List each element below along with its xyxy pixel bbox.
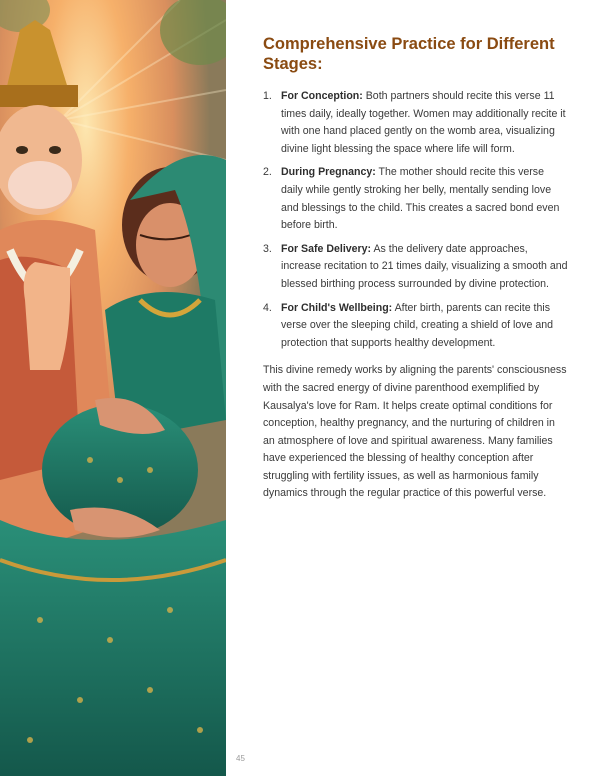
stage-title: For Safe Delivery: (281, 242, 372, 255)
section-heading: Comprehensive Practice for Different Stages: (263, 35, 555, 73)
stage-text: As the delivery date approaches, increase recitation to 21 times daily, visualizing a smooth and blessed birthing process surrounded by divine protection. (281, 242, 568, 290)
list-number: 4. (263, 301, 272, 314)
main-content (263, 34, 568, 503)
stage-title: During Pregnancy: (281, 166, 376, 179)
hanuman-and-pregnant-woman-painting (0, 0, 226, 776)
list-number: 3. (263, 242, 272, 255)
stage-title: For Child's Wellbeing: (281, 301, 393, 314)
stage-text: After birth, parents can recite this verse over the sleeping child, creating a shield of love and protection that supports healthy development. (281, 301, 554, 349)
devotional-illustration (0, 0, 226, 776)
list-number: 1. (263, 90, 272, 102)
stage-item-child-wellbeing (263, 300, 568, 353)
stages-list (263, 88, 568, 352)
page-number: 45 (236, 754, 245, 763)
stage-item-pregnancy (263, 164, 568, 234)
summary-paragraph: This divine remedy works by aligning the parents' consciousness with the sacred energy of divine parenthood exemplified by Kausalya's love for Ram. It helps create optimal conditions for conception, healthy pregnancy, and the nurturing of children in an atmosphere of love and spiritual awareness. Many families have experienced the blessing of healthy conception after struggling with fertility issues, as well as harmonious family dynamics through the regular practice of this powerful verse. (263, 364, 567, 500)
stage-text: Both partners should recite this verse 11 times daily, ideally together. Women may additionally recite it with one hand placed gently on the womb area, visualizing divine light blessing the space where life will form. (281, 90, 566, 155)
stage-item-conception (263, 88, 568, 158)
list-number: 2. (263, 166, 272, 179)
stage-title: For Conception: (281, 90, 363, 102)
stage-text: The mother should recite this verse daily while gently stroking her belly, mentally sending love and blessings to the child. This creates a sacred bond even before birth. (281, 166, 560, 232)
stage-item-safe-delivery (263, 241, 568, 294)
